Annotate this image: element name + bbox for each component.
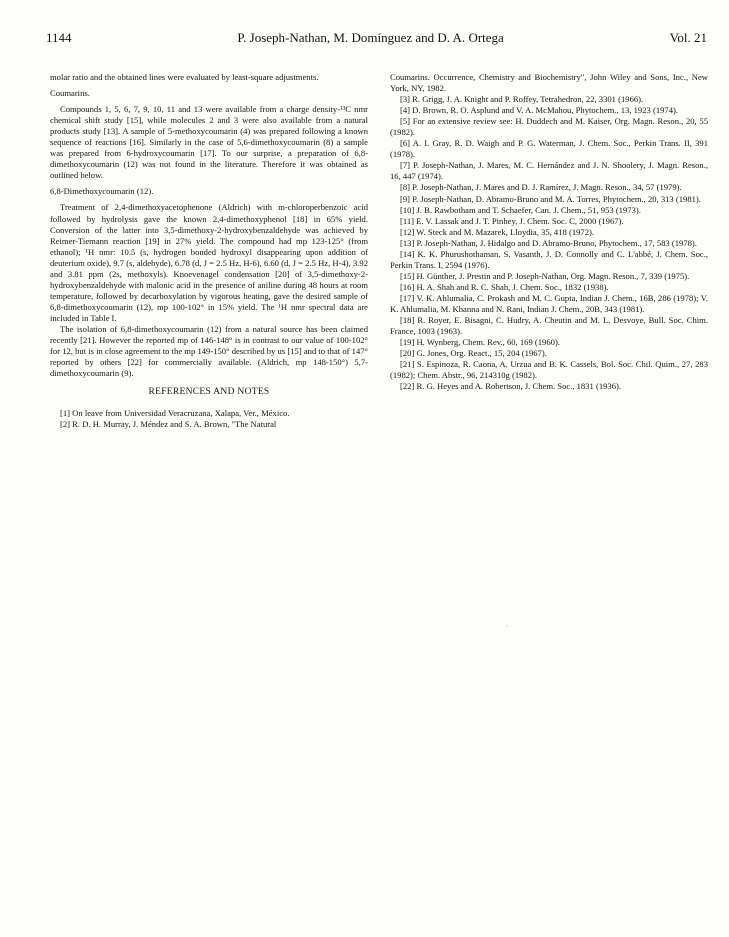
reference-item: [5] For an extensive review see: H. Duddech and M. Kaiser, Org. Magn. Reson., 20, 55 (1982). (390, 116, 708, 138)
reference-item: [2] R. D. H. Murray, J. Méndez and S. A. Brown, "The Natural (60, 419, 277, 430)
reference-item: [7] P. Joseph-Nathan, J. Mares, M. C. Hernández and J. N. Shoolery, J. Magn. Reson., 16, 447 (1974). (390, 160, 708, 182)
reference-item: [10] J. B. Rawbotham and T. Schaefer, Can. J. Chem., 51, 953 (1973). (400, 204, 641, 215)
paragraph-coumarins: Compounds 1, 5, 6, 7, 9, 10, 11 and 13 were available from a charge density-¹³C nmr chemical shift study [15], while molecules 2 and 3 were also available from a natural products study [13]. A sample of 5-methoxycoumarin (4) was prepared following a known sequence of reactions [16]. Similarly in the case of 5,6-dimethoxycoumarin (8) a sample was prepared from 6-hydroxycoumarin [17]. To our surprise, a preparation of 6,8-dimethoxycoumarin (12) was not found in the literature. Therefore it was obtained as outlined below. (50, 104, 368, 181)
reference-item: [19] H. Wynberg, Chem. Rev., 60, 169 (1960). (400, 337, 560, 348)
running-authors: P. Joseph-Nathan, M. Domínguez and D. A. Ortega (237, 30, 504, 45)
reference-item: [9] P. Joseph-Nathan, D. Abramo-Bruno and M. A. Torres, Phytochem., 20, 313 (1981). (400, 193, 701, 204)
paragraph-intro: molar ratio and the obtained lines were evaluated by least-square adjustments. (50, 72, 319, 82)
reference-item: [14] K. K. Phurushothaman, S. Vasanth, J. D. Connolly and C. L'abbé, J. Chem. Soc., Perkin Trans. I, 2594 (1976). (390, 248, 708, 270)
reference-item: [1] On leave from Universidad Veracruzana, Xalapa, Ver., México. (60, 408, 290, 419)
reference-item: [8] P. Joseph-Nathan, J. Mares and D. J. Ramírez, J. Magn. Reson., 34, 57 (1979). (400, 182, 682, 193)
references-heading: REFERENCES AND NOTES (148, 387, 270, 398)
reference-item: [11] E. V. Lassak and J. T. Pinhey, J. Chem. Soc. C, 2000 (1967). (400, 215, 624, 226)
left-column (50, 72, 368, 430)
section-heading-dimethoxycoumarin: 6,8-Dimethoxycoumarin (12). (50, 186, 154, 197)
reference-item: [15] H. Günther, J. Prestin and P. Joseph-Nathan, Org. Magn. Reson., 7, 339 (1975). (400, 270, 690, 281)
reference-item: [18] R. Royer, E. Bisagni, C. Hudry, A. Cheutin and M. L. Desvoye, Bull. Soc. Chim. France, 1003 (1963). (390, 315, 708, 337)
paragraph-isolation: The isolation of 6,8-dimethoxycoumarin (12) from a natural source has been claimed recently [21]. However the reported mp of 146-148° is in contrast to our value of 100-102° for 12, but is in close agreement to the mp 149-150° described by us [15] and to that of 147° reported by others [22] for commercially available. (Aldrich, mp 148-150°) 5,7-dimethoxycoumarin (9). (50, 323, 368, 379)
reference-item: [4] D. Brown, R. O. Asplund and V. A. McMahou, Phytochem., 13, 1923 (1974). (400, 105, 679, 116)
right-column (390, 72, 708, 392)
page-number: 1144 (46, 30, 72, 45)
reference-item: [6] A. I. Gray, R. D. Waigh and P. G. Waterman, J. Chem. Soc., Perkin Trans. II, 391 (1978). (390, 138, 708, 160)
volume-label: Vol. 21 (669, 30, 707, 45)
running-header (46, 30, 707, 45)
reference-item: [22] R. G. Heyes and A. Robertson, J. Chem. Soc., 1831 (1936). (400, 381, 622, 392)
paragraph-treatment: Treatment of 2,4-dimethoxyacetophenone (Aldrich) with m-chloroperbenzoic acid followed by hydrolysis gave the known 2,4-dimethoxyphenol [18] in 65% yield. Conversion of the latter into 3,5-dimethoxy-2-hydroxybenzaldehyde was achieved by Reimer-Tiemann reaction [19] in 27% yield. The compound had mp 123-125° (from ethanol); ¹H nmr: 10.5 (s, hydrogen bonded hydroxyl disappearing upon addition of deuterium oxide), 9.7 (s, aldehyde), 6.78 (d, J = 2.5 Hz, H-6), 6.60 (d, J = 2.5 Hz, H-4), 3.92 and 3.81 ppm (2s, methoxyls). Knoevenagel condensation [20] of 3,5-dimethoxy-2-hydroxybenzaldehyde with malonic acid in the presence of aniline during 48 hours at room temperature, followed by decarboxylation by vigorous heating, gave the desired sample of 6,8-dimethoxycoumarin (12), mp 100-102° in 15% yield. The ¹H nmr spectral data are included in Table I. (50, 202, 368, 323)
reference-item: [20] G. Jones, Org. React., 15, 204 (1967). (400, 348, 547, 359)
section-heading-coumarins: Coumarins. (50, 88, 90, 99)
reference-item: [17] V. K. Ahlumalia, C. Prokash and M. C. Gupta, Indian J. Chem., 16B, 286 (1978); V. K. Ahlumalia, M. Khanna and N. Rani, Indian J. Chem., 20B, 343 (1981). (390, 292, 708, 314)
reference-item: [12] W. Steck and M. Mazarek, Lloydia, 35, 418 (1972). (400, 226, 595, 237)
reference-continued: Coumarins. Occurrence, Chemistry and Biochemistry", John Wiley and Sons, Inc., New York, NY, 1982. (390, 72, 708, 94)
reference-item: [21] S. Espinoza, R. Caona, A. Urzua and B. K. Cassels, Bol. Soc. Chil. Quim., 27, 283 (1982); Chem. Abstr., 96, 214310g (1982). (390, 359, 708, 381)
reference-item: [16] H. A. Shah and R. C. Shah, J. Chem. Soc., 1832 (1938). (400, 281, 609, 292)
reference-item: [3] R. Grigg, J. A. Knight and P. Roffey, Tetrahedron, 22, 3301 (1966). (400, 94, 644, 105)
reference-item: [13] P. Joseph-Nathan, J. Hidalgo and D. Abramo-Bruno, Phytochem., 17, 583 (1978). (400, 237, 697, 248)
scan-speck: · (506, 624, 508, 630)
